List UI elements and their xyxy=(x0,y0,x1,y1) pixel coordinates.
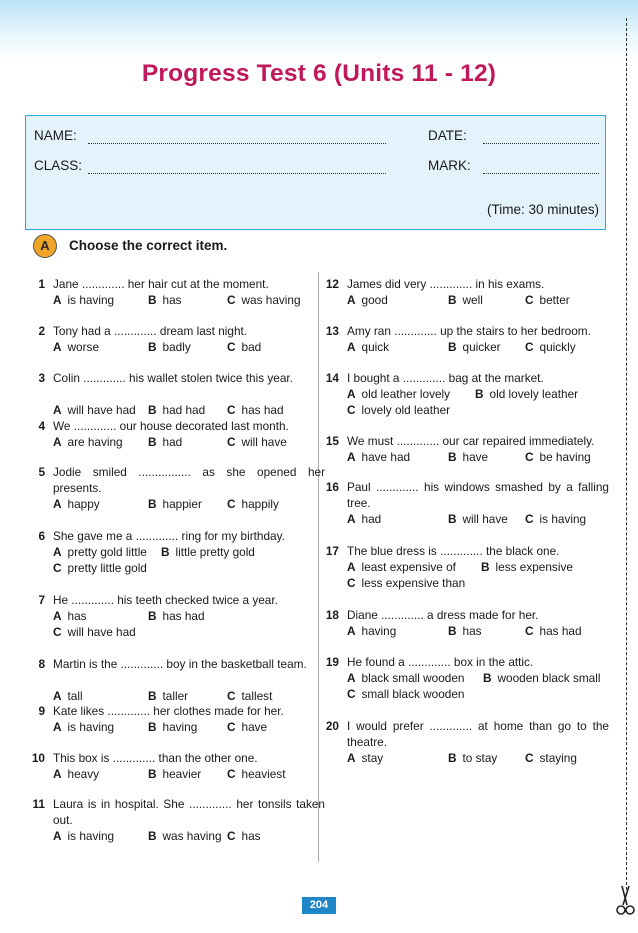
option-c[interactable] xyxy=(227,292,301,308)
option-letter: A xyxy=(53,720,62,734)
option-letter: C xyxy=(227,689,236,703)
option-c[interactable] xyxy=(227,766,285,782)
option-letter: C xyxy=(347,403,356,417)
option-letter: C xyxy=(525,340,534,354)
option-b[interactable] xyxy=(448,292,483,308)
option-a[interactable] xyxy=(53,339,99,355)
option-letter: A xyxy=(347,560,356,574)
option-letter: B xyxy=(161,545,170,559)
option-c[interactable] xyxy=(227,496,279,512)
option-letter: B xyxy=(148,403,157,417)
option-letter: B xyxy=(148,829,157,843)
option-text: heaviest xyxy=(241,767,286,781)
option-b[interactable] xyxy=(148,496,202,512)
question-number: 1 xyxy=(38,277,45,291)
option-text: least expensive of xyxy=(361,560,456,574)
option-text: have had xyxy=(361,450,411,464)
option-c[interactable] xyxy=(53,560,147,576)
option-b[interactable] xyxy=(148,719,197,735)
option-letter: C xyxy=(53,625,62,639)
option-b[interactable] xyxy=(148,608,205,624)
option-text: has had xyxy=(539,624,582,638)
option-text: have xyxy=(241,720,268,734)
option-text: have xyxy=(462,450,489,464)
option-c[interactable] xyxy=(525,511,586,527)
option-text: heavier xyxy=(162,767,202,781)
option-b[interactable] xyxy=(481,559,573,575)
question-stem: Jodie smiled ................ as she opened her presents. xyxy=(53,465,325,495)
option-a[interactable] xyxy=(53,766,99,782)
scissors-icon xyxy=(613,886,637,916)
question-number: 14 xyxy=(325,371,339,385)
section-badge: A xyxy=(33,234,57,258)
time-limit: (Time: 30 minutes) xyxy=(486,202,599,217)
option-letter: B xyxy=(148,689,157,703)
option-a[interactable] xyxy=(347,339,389,355)
option-text: old leather lovely xyxy=(361,387,451,401)
option-a[interactable] xyxy=(347,292,388,308)
question-stem: Amy ran ............. up the stairs to her bedroom. xyxy=(347,324,591,338)
option-letter: A xyxy=(53,293,62,307)
option-text: badly xyxy=(162,340,191,354)
page-title: Progress Test 6 (Units 11 - 12) xyxy=(141,60,497,87)
option-letter: B xyxy=(148,609,157,623)
option-text: worse xyxy=(67,340,99,354)
option-letter: A xyxy=(347,624,356,638)
student-info-box xyxy=(25,115,606,230)
option-a[interactable] xyxy=(53,608,87,624)
cut-line xyxy=(626,18,627,890)
option-text: quicker xyxy=(462,340,501,354)
option-text: will have had xyxy=(67,625,136,639)
question-number: 8 xyxy=(38,657,45,671)
option-a[interactable] xyxy=(53,719,114,735)
option-c[interactable] xyxy=(525,449,591,465)
option-letter: C xyxy=(347,576,356,590)
question-stem: We must ............. our car repaired immediately. xyxy=(347,434,595,448)
option-text: having xyxy=(162,720,198,734)
option-text: lovely old leather xyxy=(361,403,451,417)
question-number: 6 xyxy=(38,529,45,543)
option-letter: A xyxy=(53,829,62,843)
option-text: good xyxy=(361,293,388,307)
option-text: less expensive xyxy=(495,560,573,574)
option-a[interactable] xyxy=(347,511,381,527)
option-text: to stay xyxy=(462,751,498,765)
option-b[interactable] xyxy=(148,402,205,418)
option-text: bad xyxy=(241,340,262,354)
option-text: pretty gold little xyxy=(67,545,147,559)
option-letter: B xyxy=(148,435,157,449)
option-c[interactable] xyxy=(525,292,570,308)
option-text: staying xyxy=(539,751,577,765)
option-text: has xyxy=(241,829,261,843)
option-c[interactable] xyxy=(525,750,577,766)
option-letter: C xyxy=(525,624,534,638)
option-a[interactable] xyxy=(347,670,464,686)
option-letter: B xyxy=(448,450,457,464)
option-text: was having xyxy=(162,829,222,843)
mark-label: MARK: xyxy=(428,158,471,173)
option-a[interactable] xyxy=(53,828,114,844)
option-b[interactable] xyxy=(448,511,508,527)
option-text: is having xyxy=(67,293,115,307)
question-number: 17 xyxy=(325,544,339,558)
question-number: 7 xyxy=(38,593,45,607)
question-stem: Laura is in hospital. She ............. her tonsils taken out. xyxy=(53,797,325,827)
option-text: had xyxy=(162,435,183,449)
option-a[interactable] xyxy=(53,434,123,450)
question-number: 18 xyxy=(325,608,339,622)
question-number: 9 xyxy=(38,704,45,718)
option-b[interactable] xyxy=(148,434,182,450)
option-letter: A xyxy=(53,435,62,449)
option-b[interactable] xyxy=(148,828,222,844)
question-stem: She gave me a ............. ring for my birthday. xyxy=(53,529,285,543)
option-text: had had xyxy=(162,403,206,417)
option-letter: A xyxy=(347,751,356,765)
option-letter: C xyxy=(227,403,236,417)
option-letter: C xyxy=(227,829,236,843)
option-text: less expensive than xyxy=(361,576,466,590)
option-letter: B xyxy=(448,340,457,354)
option-letter: A xyxy=(347,512,356,526)
question-stem: Tony had a ............. dream last night. xyxy=(53,324,248,338)
option-c[interactable] xyxy=(227,719,267,735)
option-text: tallest xyxy=(241,689,273,703)
option-text: quickly xyxy=(539,340,576,354)
option-letter: A xyxy=(53,609,62,623)
question-stem: Kate likes ............. her clothes made for her. xyxy=(53,704,284,718)
option-text: happier xyxy=(162,497,202,511)
option-text: will have xyxy=(241,435,287,449)
option-letter: B xyxy=(148,497,157,511)
question-stem: I bought a ............. bag at the market. xyxy=(347,371,544,385)
option-letter: B xyxy=(448,624,457,638)
option-letter: B xyxy=(475,387,484,401)
option-letter: A xyxy=(53,497,62,511)
option-letter: A xyxy=(347,340,356,354)
option-b[interactable] xyxy=(148,766,201,782)
question-stem: We ............. our house decorated last month. xyxy=(53,419,289,433)
option-text: will have had xyxy=(67,403,136,417)
option-letter: C xyxy=(227,497,236,511)
option-c[interactable] xyxy=(525,623,582,639)
option-text: little pretty gold xyxy=(175,545,255,559)
option-letter: B xyxy=(148,767,157,781)
question-stem: Jane ............. her hair cut at the moment. xyxy=(53,277,269,291)
option-letter: A xyxy=(347,387,356,401)
option-b[interactable] xyxy=(148,292,182,308)
question-stem: The blue dress is ............. the black one. xyxy=(347,544,560,558)
option-letter: C xyxy=(525,751,534,765)
option-text: taller xyxy=(162,689,189,703)
option-letter: B xyxy=(483,671,492,685)
option-b[interactable] xyxy=(483,670,600,686)
question-number: 19 xyxy=(325,655,339,669)
question-stem: I would prefer ............. at home than go to the theatre. xyxy=(347,719,609,749)
option-letter: C xyxy=(525,512,534,526)
option-text: be having xyxy=(539,450,591,464)
option-b[interactable] xyxy=(475,386,578,402)
option-a[interactable] xyxy=(53,544,147,560)
question-number: 13 xyxy=(325,324,339,338)
option-letter: B xyxy=(481,560,490,574)
option-c[interactable] xyxy=(347,575,465,591)
option-c[interactable] xyxy=(227,434,287,450)
question-number: 16 xyxy=(325,480,339,494)
option-letter: C xyxy=(227,720,236,734)
question-number: 5 xyxy=(38,465,45,479)
option-c[interactable] xyxy=(347,686,464,702)
option-text: had xyxy=(361,512,382,526)
question-stem: James did very ............. in his exams. xyxy=(347,277,545,291)
option-text: has xyxy=(162,293,182,307)
option-text: well xyxy=(462,293,483,307)
option-text: tall xyxy=(67,689,83,703)
option-a[interactable] xyxy=(53,292,114,308)
option-c[interactable] xyxy=(227,688,272,704)
option-letter: A xyxy=(347,293,356,307)
option-text: having xyxy=(361,624,397,638)
top-gradient-band xyxy=(0,0,638,60)
option-letter: A xyxy=(347,450,356,464)
question-number: 11 xyxy=(32,797,45,811)
option-text: small black wooden xyxy=(361,687,465,701)
question-number: 4 xyxy=(38,419,45,433)
option-text: quick xyxy=(361,340,390,354)
question-stem: This box is ............. than the other one. xyxy=(53,751,258,765)
option-a[interactable] xyxy=(347,449,410,465)
option-text: black small wooden xyxy=(361,671,465,685)
option-letter: C xyxy=(227,435,236,449)
option-text: was having xyxy=(241,293,301,307)
mark-field[interactable] xyxy=(483,172,599,174)
question-number: 2 xyxy=(38,324,45,338)
option-letter: A xyxy=(53,767,62,781)
page-number: 204 xyxy=(302,897,336,914)
option-b[interactable] xyxy=(148,339,191,355)
question-number: 10 xyxy=(31,751,45,765)
option-letter: B xyxy=(448,512,457,526)
option-text: is having xyxy=(67,829,115,843)
option-text: happy xyxy=(67,497,100,511)
name-label: NAME: xyxy=(34,128,77,143)
option-letter: C xyxy=(227,340,236,354)
option-a[interactable] xyxy=(347,386,450,402)
option-letter: A xyxy=(53,403,62,417)
option-letter: B xyxy=(448,751,457,765)
option-b[interactable] xyxy=(161,544,255,560)
option-letter: A xyxy=(347,671,356,685)
option-letter: B xyxy=(448,293,457,307)
class-label: CLASS: xyxy=(34,158,83,173)
question-stem: Diane ............. a dress made for her. xyxy=(347,608,539,622)
option-text: happily xyxy=(241,497,279,511)
question-stem: Paul ............. his windows smashed by a falling tree. xyxy=(347,480,609,510)
question-number: 20 xyxy=(325,719,339,733)
option-letter: C xyxy=(525,293,534,307)
option-text: has had xyxy=(162,609,205,623)
date-label: DATE: xyxy=(428,128,467,143)
date-field[interactable] xyxy=(483,142,599,144)
section-title: Choose the correct item. xyxy=(69,238,228,253)
option-c[interactable] xyxy=(227,402,284,418)
option-c[interactable] xyxy=(347,402,450,418)
option-c[interactable] xyxy=(53,624,136,640)
option-letter: B xyxy=(148,340,157,354)
option-text: pretty little gold xyxy=(67,561,147,575)
question-stem: Colin ............. his wallet stolen twice this year. xyxy=(53,371,293,385)
option-a[interactable] xyxy=(347,623,396,639)
option-text: stay xyxy=(361,751,384,765)
option-c[interactable] xyxy=(227,339,261,355)
option-b[interactable] xyxy=(448,623,482,639)
option-letter: B xyxy=(148,720,157,734)
option-letter: C xyxy=(53,561,62,575)
option-a[interactable] xyxy=(53,496,100,512)
option-text: is having xyxy=(539,512,587,526)
option-a[interactable] xyxy=(347,559,456,575)
option-text: has had xyxy=(241,403,284,417)
option-a[interactable] xyxy=(53,402,136,418)
option-text: are having xyxy=(67,435,123,449)
option-letter: C xyxy=(347,687,356,701)
option-text: has xyxy=(67,609,87,623)
option-b[interactable] xyxy=(448,750,497,766)
option-letter: B xyxy=(148,293,157,307)
option-letter: C xyxy=(227,767,236,781)
option-b[interactable] xyxy=(148,688,188,704)
option-text: has xyxy=(462,624,482,638)
option-letter: A xyxy=(53,545,62,559)
option-text: wooden black small xyxy=(497,671,601,685)
question-stem: He ............. his teeth checked twice a year. xyxy=(53,593,278,607)
question-stem: Martin is the ............. boy in the basketball team. xyxy=(53,657,307,671)
option-text: better xyxy=(539,293,570,307)
question-number: 15 xyxy=(325,434,339,448)
option-letter: A xyxy=(53,689,62,703)
option-text: old lovely leather xyxy=(489,387,579,401)
question-number: 12 xyxy=(325,277,339,291)
option-b[interactable] xyxy=(448,339,501,355)
option-a[interactable] xyxy=(347,750,383,766)
question-number: 3 xyxy=(38,371,45,385)
question-stem: He found a ............. box in the attic. xyxy=(347,655,534,669)
option-letter: C xyxy=(525,450,534,464)
class-field[interactable] xyxy=(88,172,386,174)
option-letter: A xyxy=(53,340,62,354)
option-text: will have xyxy=(462,512,508,526)
option-a[interactable] xyxy=(53,688,83,704)
name-field[interactable] xyxy=(88,142,386,144)
option-c[interactable] xyxy=(227,828,261,844)
option-letter: C xyxy=(227,293,236,307)
option-text: heavy xyxy=(67,767,100,781)
option-b[interactable] xyxy=(448,449,488,465)
option-text: is having xyxy=(67,720,115,734)
column-divider xyxy=(318,272,319,862)
option-c[interactable] xyxy=(525,339,576,355)
